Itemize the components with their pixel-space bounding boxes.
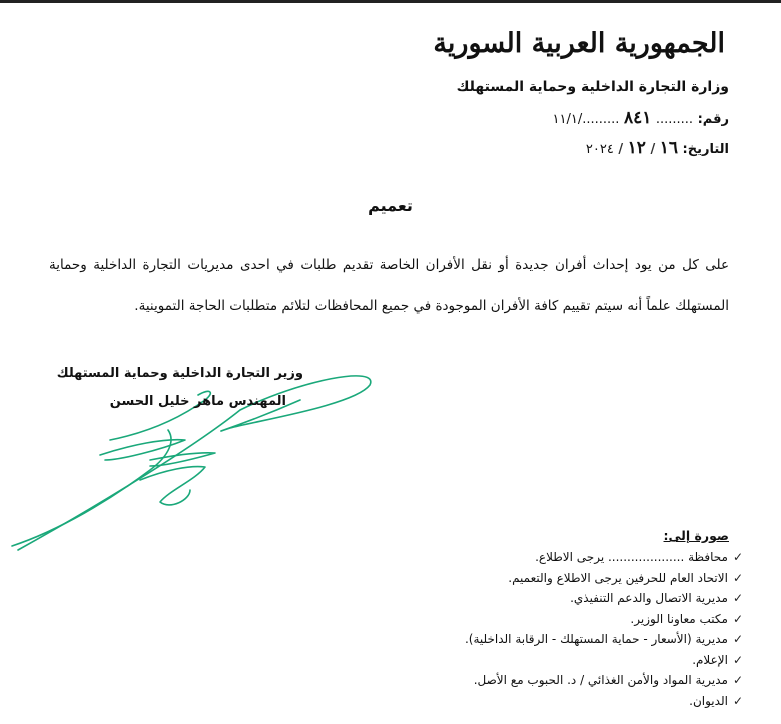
list-item: ✓محافظة .................... يرجى الاطلاع.	[535, 550, 743, 564]
reference-number	[553, 108, 730, 128]
check-icon: ✓	[732, 673, 743, 687]
date-day: ١٦	[659, 138, 678, 158]
body-line-2: المستهلك علماً أنه سيتم تقييم كافة الأفران الموجودة في جميع المحافظات لتلائم متطلبات الحاجة التموينية.	[134, 298, 729, 314]
check-icon: ✓	[732, 693, 743, 708]
date-year: ٢٠٢٤	[585, 142, 614, 157]
list-item: ✓الاتحاد العام للحرفين يرجى الاطلاع والتعميم.	[508, 570, 743, 585]
number-value: ٨٤١	[623, 108, 652, 128]
date-label: التاريخ:	[682, 142, 729, 157]
document-date	[586, 138, 729, 158]
minister-title: وزير التجارة الداخلية وحماية المستهلك	[56, 366, 303, 381]
list-item: ✓الإعلام.	[692, 652, 743, 667]
cc-list	[465, 547, 743, 711]
number-dots: .........	[655, 112, 694, 127]
check-icon: ✓	[732, 591, 743, 605]
top-border	[0, 0, 781, 3]
check-icon: ✓	[732, 550, 743, 564]
list-item: ✓مديرية (الأسعار - حماية المستهلك - الرقابة الداخلية).	[464, 632, 743, 646]
check-icon: ✓	[732, 611, 743, 626]
list-item: ✓مديرية المواد والأمن الغذائي / د. الحبوب مع الأصل.	[473, 673, 743, 687]
date-month: ١٢	[627, 138, 646, 158]
date-separator: /	[618, 142, 624, 157]
check-icon: ✓	[732, 652, 743, 667]
list-item: ✓الديوان.	[689, 693, 743, 708]
body-line-1: على كل من يود إحداث أفران جديدة أو نقل الأفران الخاصة تقديم طلبات في احدى مديريات التجارة الداخلية وحماية	[49, 257, 729, 273]
list-item: ✓مديرية الاتصال والدعم التنفيذي.	[570, 591, 743, 605]
list-item: ✓مكتب معاونا الوزير.	[630, 611, 743, 626]
signature-scribble	[0, 360, 400, 560]
ministry-name: وزارة التجارة الداخلية وحماية المستهلك	[456, 79, 729, 95]
number-suffix: ........./١١/١	[552, 112, 620, 127]
subject-title: تعميم	[368, 196, 413, 215]
republic-heading: الجمهورية العربية السورية	[433, 28, 725, 59]
cc-title: صورة إلى:	[663, 528, 729, 543]
number-label: رقم:	[697, 112, 729, 127]
check-icon: ✓	[732, 632, 743, 646]
minister-name: المهندس ماهر خليل الحسن	[109, 394, 286, 409]
date-separator: /	[650, 142, 656, 157]
check-icon: ✓	[732, 570, 743, 585]
